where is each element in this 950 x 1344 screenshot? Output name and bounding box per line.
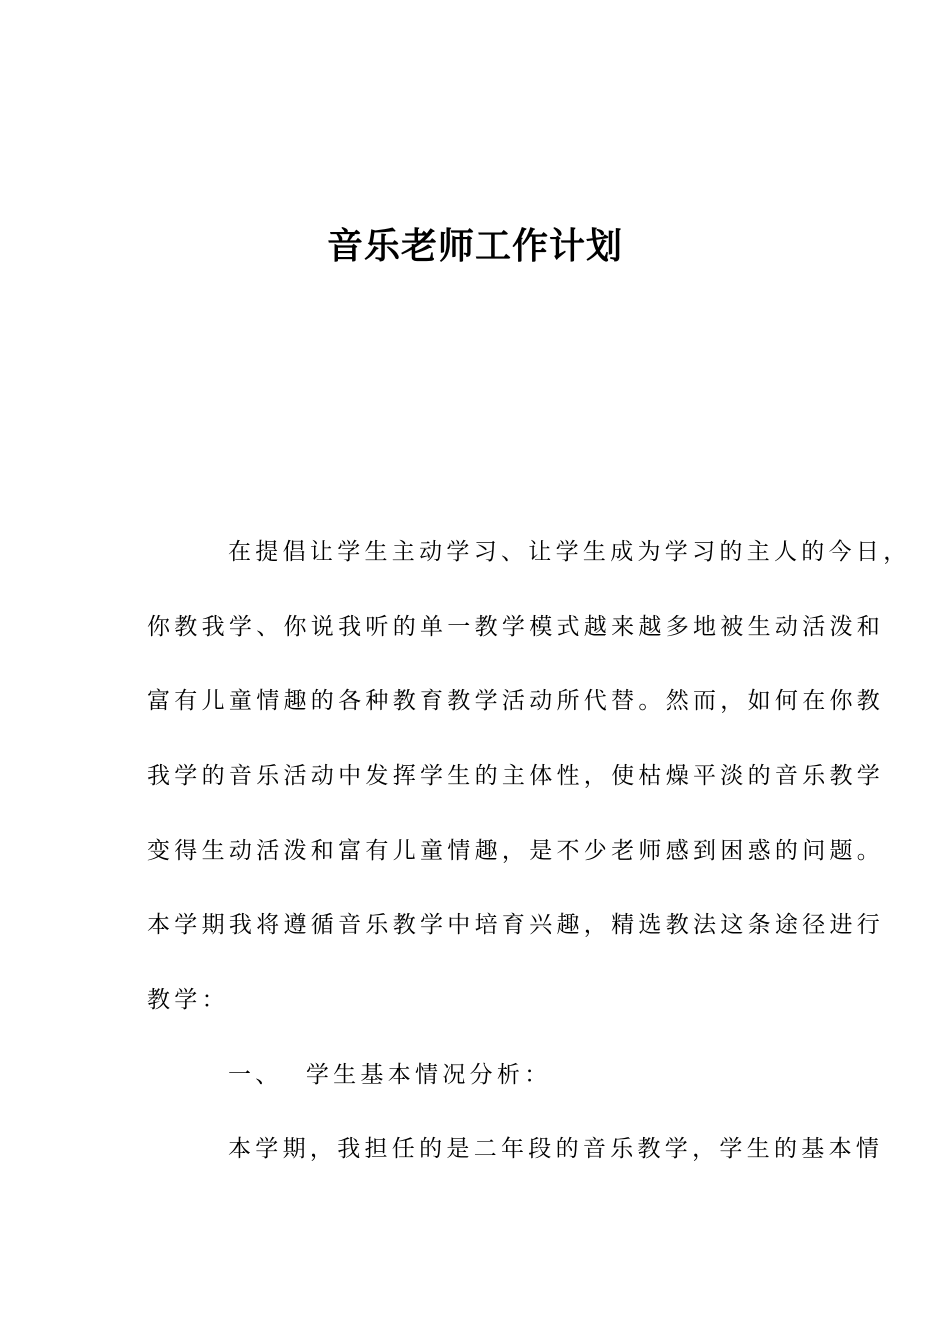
paragraph-line: 本学期我将遵循音乐教学中培育兴趣，精选教法这条途径进行 bbox=[147, 912, 885, 938]
paragraph-line: 教学： bbox=[147, 987, 229, 1013]
paragraph-line: 你教我学、你说我听的单一教学模式越来越多地被生动活泼和 bbox=[147, 614, 885, 640]
paragraph-line: 我学的音乐活动中发挥学生的主体性，使枯燥平淡的音乐教学 bbox=[147, 763, 885, 789]
document-title: 音乐老师工作计划 bbox=[326, 226, 623, 267]
paragraph-line: 富有儿童情趣的各种教育教学活动所代替。然而，如何在你教 bbox=[147, 688, 885, 714]
paragraph-line: 本学期，我担任的是二年段的音乐教学，学生的基本情 bbox=[228, 1136, 884, 1162]
paragraph-line: 在提倡让学生主动学习、让学生成为学习的主人的今日， bbox=[228, 539, 911, 565]
paragraph-line: 变得生动活泼和富有儿童情趣，是不少老师感到困惑的问题。 bbox=[147, 838, 885, 864]
section-heading: 一、 学生基本情况分析： bbox=[228, 1062, 552, 1088]
